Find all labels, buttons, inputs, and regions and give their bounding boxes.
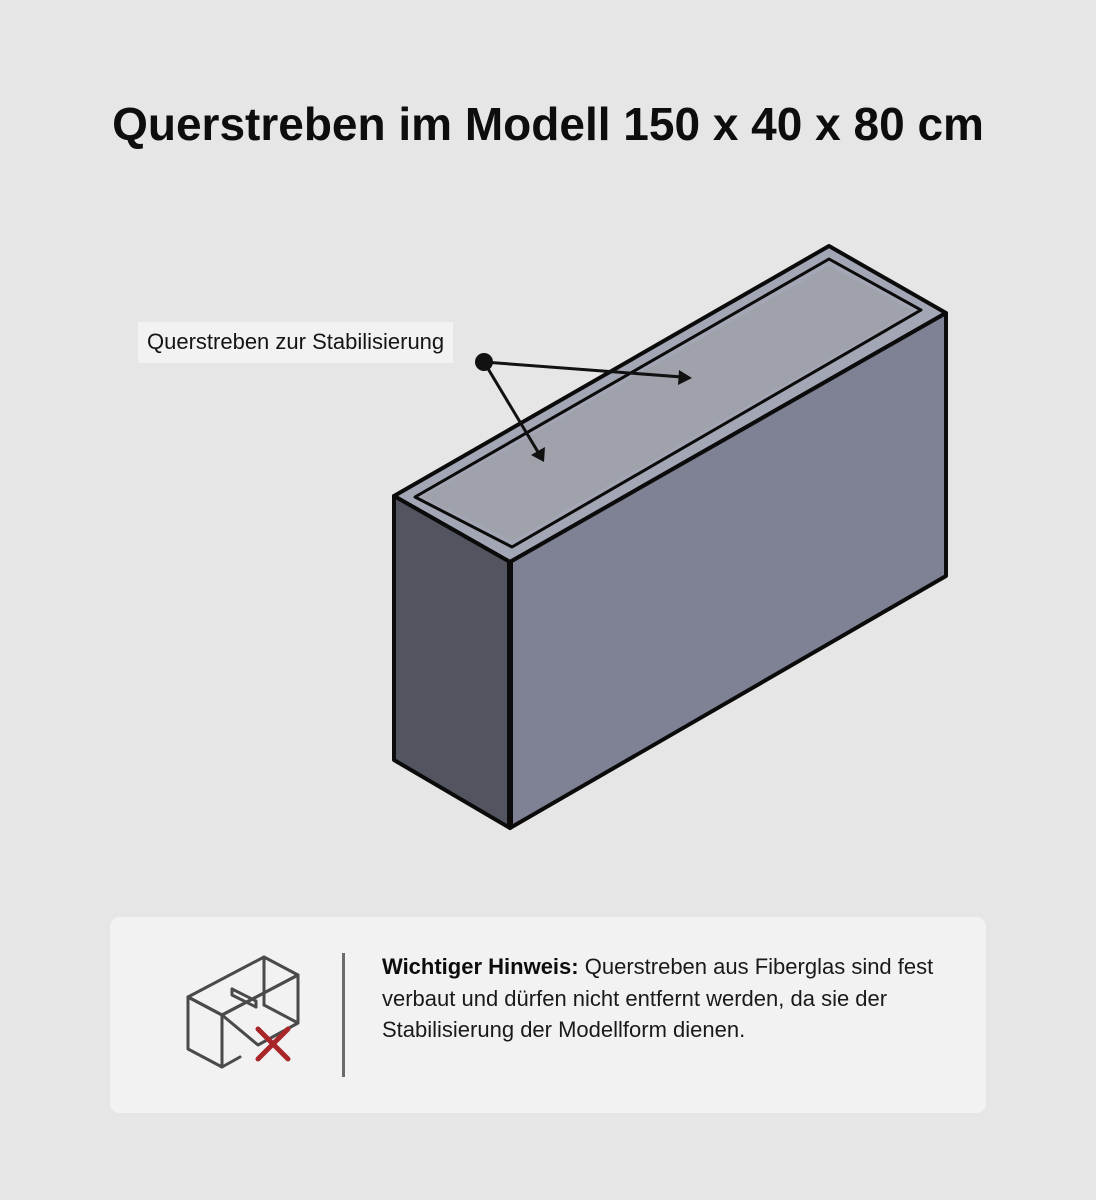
page-title: Querstreben im Modell 150 x 40 x 80 cm [112,98,984,150]
notice-body: Querstreben aus Fiberglas sind fest verbaut und dürfen nicht entfernt werden, da sie der Stabilisierung der Modellform dienen. [382,954,934,1042]
box-with-strut-crossed-icon [182,949,312,1079]
notice-heading: Wichtiger Hinweis: [382,954,579,979]
notice-text [382,951,942,1046]
notice-card [110,917,986,1113]
callout-label: Querstreben zur Stabilisierung [138,322,453,363]
notice-divider [342,953,345,1077]
